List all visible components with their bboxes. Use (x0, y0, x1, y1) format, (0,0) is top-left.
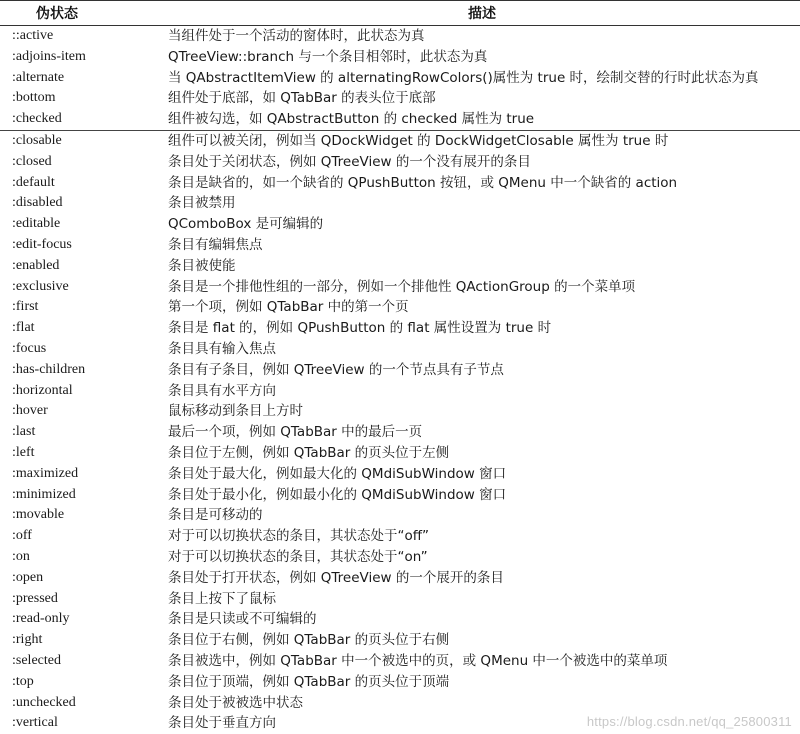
table-row (0, 589, 800, 610)
pseudo-state-description: 条目位于顶端，例如 QTabBar 的页头位于顶端 (166, 672, 800, 693)
pseudo-state-name: :first (0, 297, 166, 318)
pseudo-state-name: :has-children (0, 360, 166, 381)
pseudo-state-name: :default (0, 173, 166, 194)
table-row (0, 630, 800, 651)
pseudo-state-name: ::active (0, 26, 166, 47)
pseudo-state-name: :left (0, 443, 166, 464)
table-row (0, 443, 800, 464)
pseudo-state-description: 组件被勾选，如 QAbstractButton 的 checked 属性为 true (166, 109, 800, 130)
table-row (0, 256, 800, 277)
pseudo-state-description: 条目处于关闭状态，例如 QTreeView 的一个没有展开的条目 (166, 152, 800, 173)
pseudo-state-name: :adjoins-item (0, 47, 166, 68)
table-row (0, 672, 800, 693)
pseudo-state-description: 条目具有水平方向 (166, 381, 800, 402)
pseudo-state-description: 组件处于底部，如 QTabBar 的表头位于底部 (166, 88, 800, 109)
pseudo-state-description: 条目处于最小化，例如最小化的 QMdiSubWindow 窗口 (166, 485, 800, 506)
pseudo-state-name: :closed (0, 152, 166, 173)
pseudo-state-name: :on (0, 547, 166, 568)
table-row (0, 485, 800, 506)
pseudo-state-description: 条目是可移动的 (166, 505, 800, 526)
table-row (0, 152, 800, 173)
table-row (0, 651, 800, 672)
table-row (0, 505, 800, 526)
table-row (0, 401, 800, 422)
pseudo-state-name: :unchecked (0, 693, 166, 714)
pseudo-state-description: 组件可以被关闭，例如当 QDockWidget 的 DockWidgetClosable 属性为 true 时 (166, 130, 800, 151)
pseudo-state-description: 条目是缺省的，如一个缺省的 QPushButton 按钮，或 QMenu 中一个缺省的 action (166, 173, 800, 194)
pseudo-state-description: 对于可以切换状态的条目，其状态处于“on” (166, 547, 800, 568)
pseudo-state-name: :selected (0, 651, 166, 672)
pseudo-state-name: :read-only (0, 609, 166, 630)
table-row (0, 26, 800, 47)
pseudo-state-name: :movable (0, 505, 166, 526)
pseudo-state-name: :closable (0, 130, 166, 151)
table-row (0, 47, 800, 68)
table-row (0, 568, 800, 589)
pseudo-state-description: 条目上按下了鼠标 (166, 589, 800, 610)
table-row (0, 693, 800, 714)
pseudo-state-name: :editable (0, 214, 166, 235)
pseudo-state-name: :minimized (0, 485, 166, 506)
table-row (0, 277, 800, 298)
pseudo-state-name: :checked (0, 109, 166, 130)
pseudo-state-name: :open (0, 568, 166, 589)
pseudo-state-description: 条目处于被被选中状态 (166, 693, 800, 714)
table-row (0, 609, 800, 630)
pseudo-state-name: :edit-focus (0, 235, 166, 256)
pseudo-state-name: :right (0, 630, 166, 651)
pseudo-state-description: 条目是只读或不可编辑的 (166, 609, 800, 630)
pseudo-state-description: 当 QAbstractItemView 的 alternatingRowColors()属性为 true 时，绘制交替的行时此状态为真 (166, 68, 800, 89)
pseudo-state-name: :vertical (0, 713, 166, 734)
table-row (0, 173, 800, 194)
pseudo-state-description: 条目是一个排他性组的一部分，例如一个排他性 QActionGroup 的一个菜单项 (166, 277, 800, 298)
pseudo-state-description: 对于可以切换状态的条目，其状态处于“off” (166, 526, 800, 547)
pseudo-state-description: QComboBox 是可编辑的 (166, 214, 800, 235)
pseudo-state-name: :focus (0, 339, 166, 360)
table-row (0, 381, 800, 402)
pseudo-state-description: 条目处于最大化，例如最大化的 QMdiSubWindow 窗口 (166, 464, 800, 485)
pseudo-state-name: :alternate (0, 68, 166, 89)
table-row (0, 88, 800, 109)
pseudo-state-description: 条目是 flat 的，例如 QPushButton 的 flat 属性设置为 true 时 (166, 318, 800, 339)
table-row (0, 130, 800, 151)
pseudo-state-description: 条目处于打开状态，例如 QTreeView 的一个展开的条目 (166, 568, 800, 589)
pseudo-state-description: 最后一个项，例如 QTabBar 中的最后一页 (166, 422, 800, 443)
table-row (0, 464, 800, 485)
pseudo-state-name: :bottom (0, 88, 166, 109)
pseudo-state-description: 条目被选中，例如 QTabBar 中一个被选中的页，或 QMenu 中一个被选中的菜单项 (166, 651, 800, 672)
table-row (0, 68, 800, 89)
header-pseudo-state: 伪状态 (0, 1, 166, 26)
table-row (0, 193, 800, 214)
pseudo-state-name: :flat (0, 318, 166, 339)
table-row (0, 339, 800, 360)
pseudo-state-name: :off (0, 526, 166, 547)
pseudo-state-name: :last (0, 422, 166, 443)
pseudo-state-name: :enabled (0, 256, 166, 277)
table-row (0, 547, 800, 568)
pseudo-state-description: 鼠标移动到条目上方时 (166, 401, 800, 422)
pseudo-state-name: :top (0, 672, 166, 693)
pseudo-state-name: :disabled (0, 193, 166, 214)
pseudo-state-description: 条目位于左侧，例如 QTabBar 的页头位于左侧 (166, 443, 800, 464)
pseudo-state-description: 条目被使能 (166, 256, 800, 277)
pseudo-state-description: 第一个项，例如 QTabBar 中的第一个页 (166, 297, 800, 318)
pseudo-state-description: 当组件处于一个活动的窗体时，此状态为真 (166, 26, 800, 47)
pseudo-state-name: :horizontal (0, 381, 166, 402)
pseudo-state-name: :maximized (0, 464, 166, 485)
table-row (0, 214, 800, 235)
table-body (0, 26, 800, 734)
table-row (0, 526, 800, 547)
watermark-text: https://blog.csdn.net/qq_25800311 (587, 714, 792, 729)
table-row (0, 318, 800, 339)
table-row (0, 235, 800, 256)
header-description: 描述 (166, 1, 800, 26)
pseudo-state-name: :exclusive (0, 277, 166, 298)
table-row (0, 360, 800, 381)
table-row (0, 297, 800, 318)
pseudo-state-description: QTreeView::branch 与一个条目相邻时，此状态为真 (166, 47, 800, 68)
pseudo-state-description: 条目具有输入焦点 (166, 339, 800, 360)
pseudo-state-name: :pressed (0, 589, 166, 610)
pseudo-state-description: 条目被禁用 (166, 193, 800, 214)
table-row (0, 109, 800, 130)
table-row (0, 422, 800, 443)
pseudo-state-description: 条目有子条目，例如 QTreeView 的一个节点具有子节点 (166, 360, 800, 381)
table-header-row (0, 1, 800, 26)
pseudo-state-description: 条目有编辑焦点 (166, 235, 800, 256)
pseudo-state-description: 条目处于垂直方向 (166, 713, 800, 734)
pseudo-state-description: 条目位于右侧，例如 QTabBar 的页头位于右侧 (166, 630, 800, 651)
pseudo-state-name: :hover (0, 401, 166, 422)
